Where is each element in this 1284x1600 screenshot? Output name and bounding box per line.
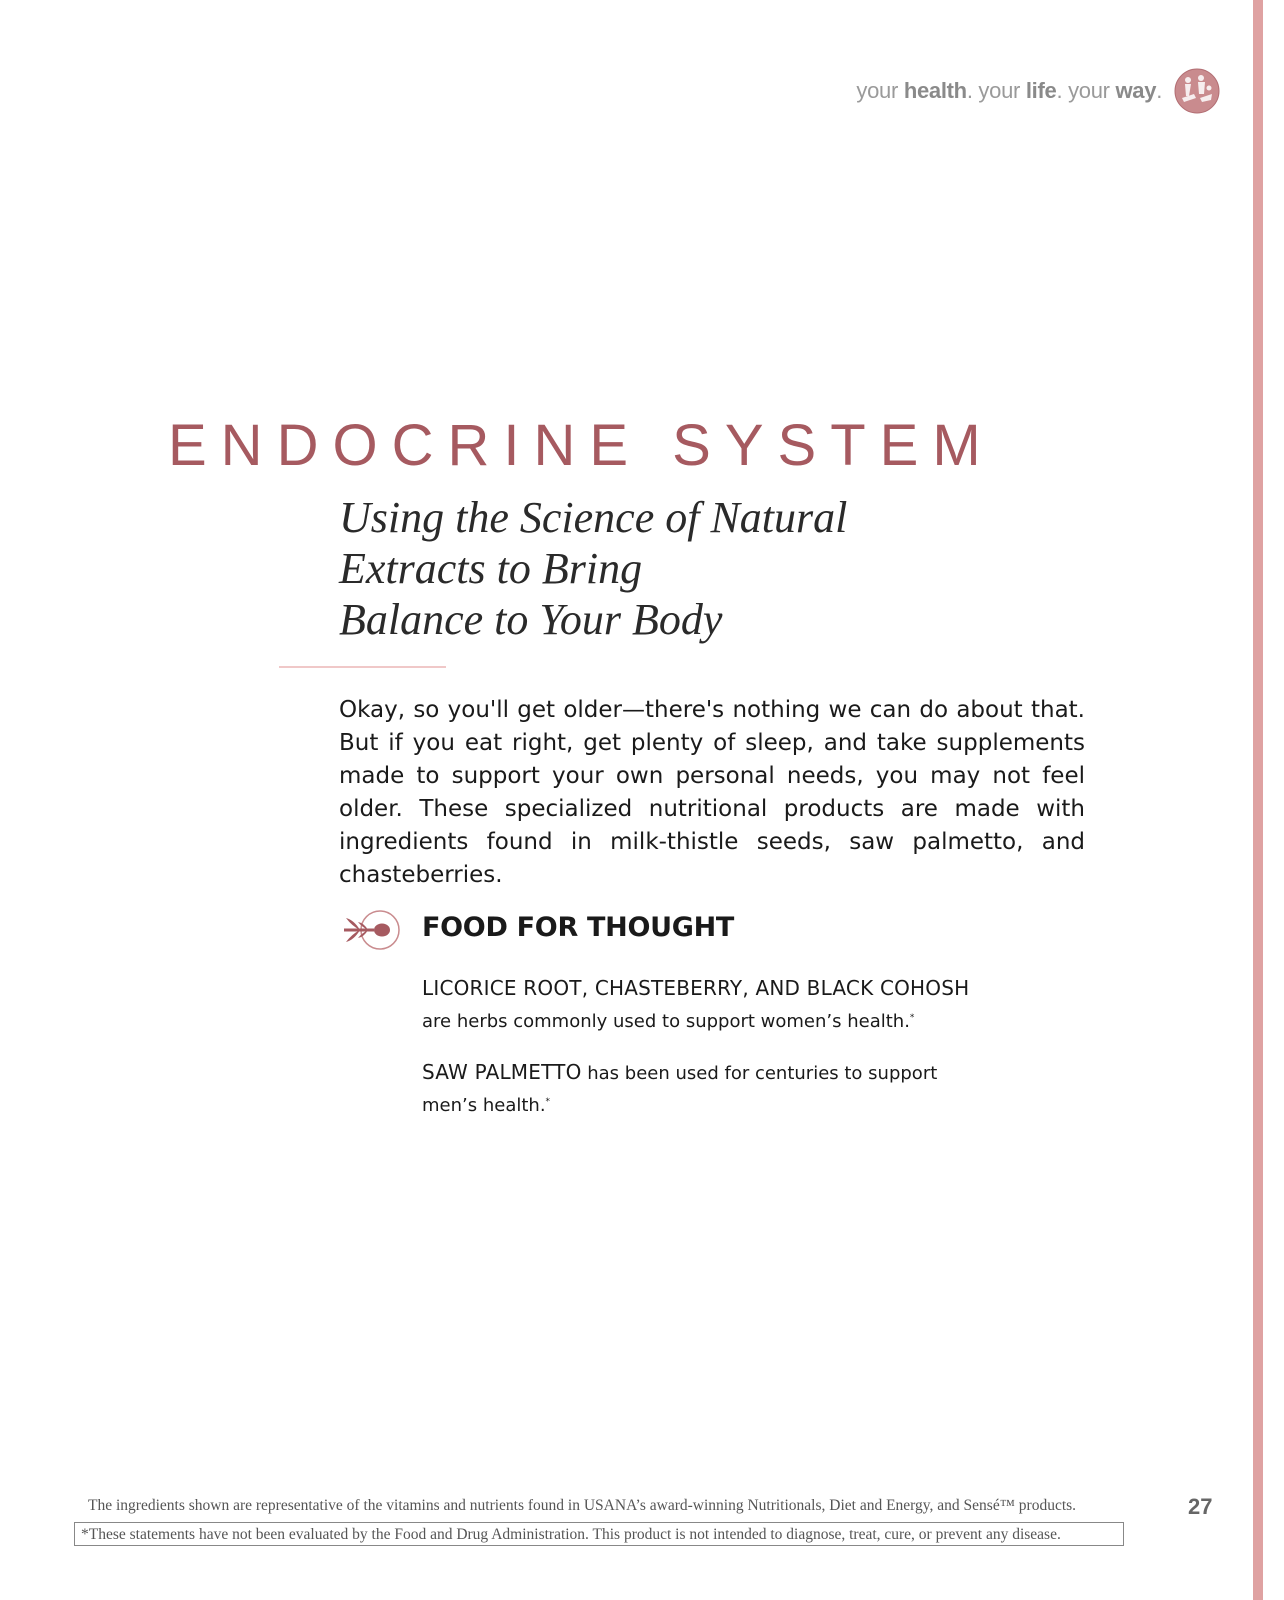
- subtitle-line: Using the Science of Natural: [339, 493, 848, 542]
- fact-text: are herbs commonly used to support women’s health.: [422, 1011, 910, 1032]
- page-edge-bar: [1253, 0, 1263, 1600]
- footnote-mark: *: [909, 1013, 915, 1023]
- footnote-mark: *: [545, 1097, 551, 1107]
- fact-item: [422, 974, 1042, 1036]
- food-for-thought-heading: FOOD FOR THOUGHT: [422, 912, 735, 943]
- subtitle-line: Balance to Your Body: [339, 595, 723, 644]
- intro-paragraph: Okay, so you'll get older—there's nothing we can do about that. But if you eat right, get plenty of sleep, and take supplements made to support your own personal needs, you may not feel older. These specialized nutritional products are made with ingredients found in milk-thistle seeds, saw palmetto, and chasteberries.: [339, 697, 1085, 888]
- fact-lead: SAW PALMETTO: [422, 1060, 582, 1084]
- fda-disclaimer: *These statements have not been evaluated by the Food and Drug Administration. This product is not intended to diagnose, treat, cure, or prevent any disease.: [74, 1522, 1124, 1546]
- divider-rule: [279, 666, 446, 668]
- subtitle-line: Extracts to Bring: [339, 544, 643, 593]
- fact-lead: LICORICE ROOT, CHASTEBERRY, AND BLACK COHOSH: [422, 976, 970, 1000]
- fact-item: [422, 1058, 1042, 1120]
- fact-text: has been used for centuries to support: [581, 1063, 938, 1084]
- dancing-figures-logo-icon: [1174, 68, 1220, 114]
- tagline: your health. your life. your way.: [856, 78, 1162, 103]
- ingredients-footnote: The ingredients shown are representative of the vitamins and nutrients found in USANA’s award-winning Nutritionals, Diet and Energy, and Sensé™ products.: [88, 1497, 1077, 1514]
- spoon-leaf-icon: [338, 908, 402, 952]
- page-subtitle: [339, 492, 959, 645]
- page-number: 27: [1188, 1494, 1213, 1519]
- page-title: ENDOCRINE SYSTEM: [168, 413, 995, 478]
- fact-text: men’s health.: [422, 1095, 546, 1116]
